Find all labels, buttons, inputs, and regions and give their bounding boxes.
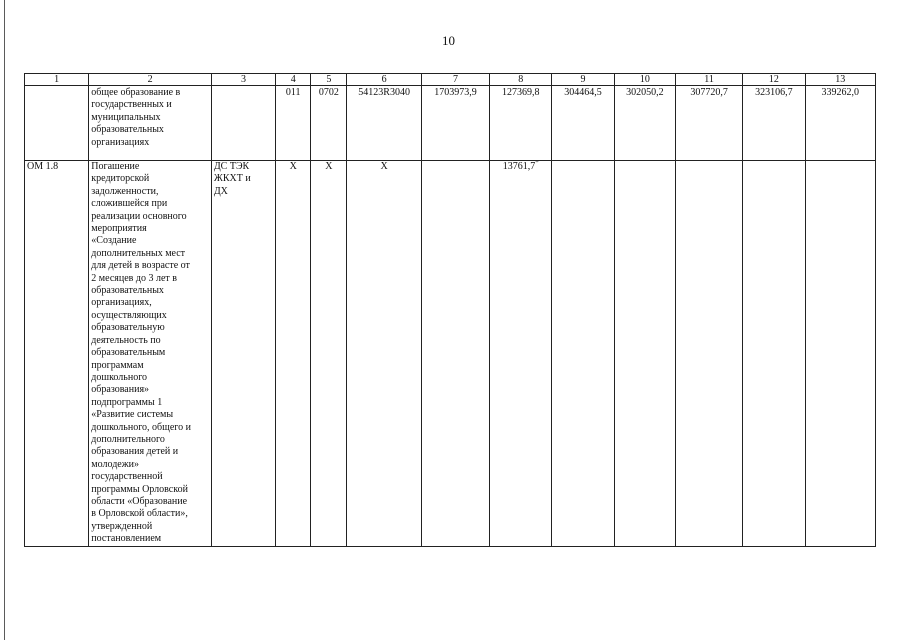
description-line: «Развитие системы: [91, 409, 174, 421]
column-header: 3: [211, 74, 275, 86]
description-line: деятельность по: [91, 334, 161, 346]
description-line: «Создание: [91, 235, 137, 247]
description-line: Погашение: [91, 161, 140, 172]
description-line: образовательных: [91, 285, 164, 297]
budget-table: [24, 73, 876, 547]
column-header: 11: [675, 74, 742, 86]
column-header: 13: [805, 74, 875, 86]
description-line: постановлением: [91, 533, 162, 545]
description-line: муниципальных: [91, 111, 161, 123]
description-line: реализации основного: [91, 210, 187, 222]
description-line: образовательным: [91, 347, 166, 359]
cell-col8: 127369,8: [490, 86, 552, 161]
description-line: области «Образование: [91, 495, 188, 507]
cell-col7: [421, 161, 489, 547]
column-header: 8: [490, 74, 552, 86]
description-line: государственных и: [91, 99, 172, 111]
cell-col5: 0702: [311, 86, 347, 161]
cell-col13: 339262,0: [805, 86, 875, 161]
cell-col4: 011: [276, 86, 311, 161]
description-line: образования детей и: [91, 446, 179, 458]
description-line: образовательных: [91, 124, 164, 136]
description-line: подпрограммы 1: [91, 396, 163, 408]
description-line: общее образование в: [91, 87, 181, 98]
cell-col6: 54123R3040: [347, 86, 421, 161]
page-number: 10: [442, 33, 455, 48]
description-line: в Орловской области»,: [91, 508, 188, 520]
cell-executor: [211, 161, 275, 547]
page-left-border: [4, 0, 5, 640]
column-header: 1: [25, 74, 89, 86]
cell-col9: 304464,5: [552, 86, 614, 161]
amount-value: 13761,7: [502, 161, 536, 172]
cell-col7: 1703973,9: [421, 86, 489, 161]
table-row: [25, 161, 876, 547]
description-line: организациях,: [91, 297, 152, 309]
column-header: 12: [743, 74, 805, 86]
description-line: осуществляющих: [91, 309, 167, 321]
cell-col6: Х: [347, 161, 421, 547]
column-header: 9: [552, 74, 614, 86]
description-line: кредиторской: [91, 173, 150, 185]
cell-col8: [490, 161, 552, 547]
cell-col10: [614, 161, 675, 547]
cell-col9: [552, 161, 614, 547]
cell-col11: [675, 161, 742, 547]
column-header: 2: [89, 74, 212, 86]
column-header: 4: [276, 74, 311, 86]
executor-line: ЖКХТ и: [213, 173, 251, 185]
cell-description: [89, 161, 212, 547]
description-line: дополнительного: [91, 433, 165, 445]
cell-col12: 323106,7: [743, 86, 805, 161]
description-line: утвержденной: [91, 520, 153, 532]
cell-col13: [805, 161, 875, 547]
description-line: дошкольного, общего и: [91, 421, 191, 433]
column-header: 7: [421, 74, 489, 86]
executor-line: ДХ: [213, 185, 228, 197]
cell-col11: 307720,7: [675, 86, 742, 161]
column-header: 5: [311, 74, 347, 86]
cell-executor: [211, 86, 275, 161]
description-line: государственной: [91, 471, 163, 483]
description-line: мероприятия: [91, 223, 147, 235]
description-line: образовательную: [91, 322, 165, 334]
description-line: молодежи»: [91, 458, 139, 470]
cell-col5: Х: [311, 161, 347, 547]
description-line: 2 месяцев до 3 лет в: [91, 272, 177, 284]
footnote-mark: *: [535, 160, 539, 167]
cell-col12: [743, 161, 805, 547]
cell-code: ОМ 1.8: [25, 161, 89, 547]
description-line: программы Орловской: [91, 483, 188, 495]
description-line: организациях: [91, 136, 150, 148]
description-line: дополнительных мест: [91, 247, 186, 259]
description-line: образования»: [91, 384, 150, 396]
description-line: для детей в возрасте от: [91, 260, 190, 272]
description-line: дошкольного: [91, 371, 148, 383]
executor-line: ДС ТЭК: [213, 161, 250, 172]
table-header-row: [25, 74, 876, 86]
column-header: 6: [347, 74, 421, 86]
description-line: программам: [91, 359, 144, 371]
cell-col10: 302050,2: [614, 86, 675, 161]
table-row: [25, 86, 876, 161]
cell-col4: Х: [276, 161, 311, 547]
cell-code: [25, 86, 89, 161]
cell-description: [89, 86, 212, 161]
column-header: 10: [614, 74, 675, 86]
description-line: задолженности,: [91, 185, 159, 197]
description-line: сложившейся при: [91, 198, 168, 210]
